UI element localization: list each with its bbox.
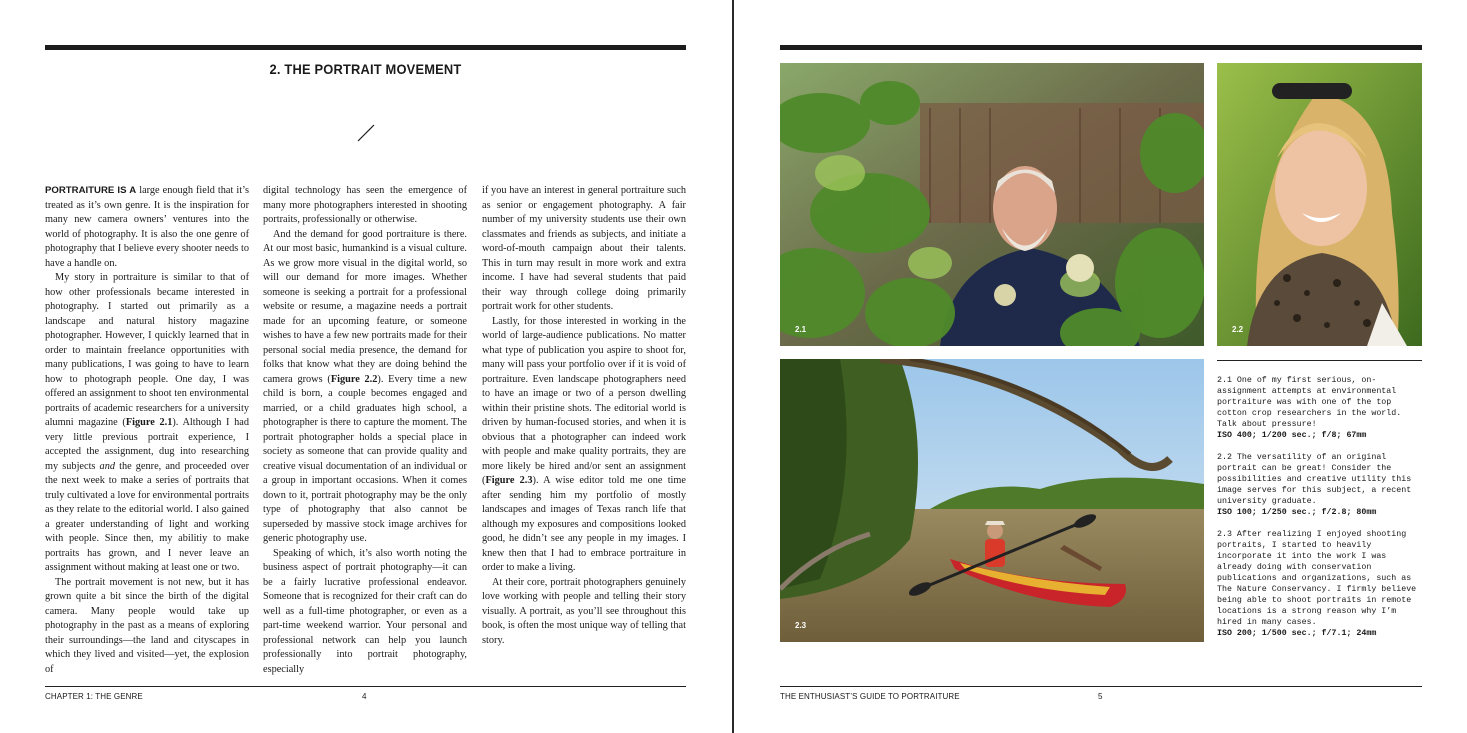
photo-smiling-graduate (1217, 63, 1422, 346)
photo-cotton-researcher (780, 63, 1204, 346)
paragraph (45, 271, 249, 576)
slash-ornament (356, 123, 376, 143)
caption-text: 2.3 After realizing I enjoyed shooting portraits, I started to heavily incorporate it into the work I was already doing with conservation publications and organizations, such as The Nature Conservancy. I firmly believe being able to shoot portraits in remote locations is a strong reason why I’m hired in many cases. (1217, 530, 1417, 627)
paragraph: if you have an interest in general portraiture such as senior or engagement photography. A fair number of my university students use their own classmates and friends as subjects, and initiate a word-of-mouth campaign about their talents. This in turn may result in more work and extra income. I have had several students that paid their way through college doing primarily portrait work for other students. (482, 185, 686, 312)
camera-settings: ISO 400; 1/200 sec.; f/8; 67mm (1217, 431, 1367, 440)
page-number: 5 (1098, 692, 1103, 701)
bottom-rule-right (780, 686, 1422, 687)
camera-settings: ISO 200; 1/500 sec.; f/7.1; 24mm (1217, 629, 1377, 638)
paragraph-text: Lastly, for those interested in working in the world of large-audience publications. No matter what type of publication you aspire to shoot for, many will pass your portfolio over if it is void of portraiture. Even landscape photographers need to have an image or two of a person dwelling within their pristine shots. The editorial world is driven by human-focused stories, and when it is obvious that a photographer can indeed work with people and make quality portraits, they are more likely be hired and/or sent an assignment ( (482, 315, 686, 486)
caption-block (1217, 375, 1422, 650)
page-number: 4 (362, 692, 367, 701)
paragraph (482, 315, 686, 576)
paragraph-text: large enough field that it’s treated as it’s own genre. It is the inspiration for many new camera owners’ ventures into the world of photography. It is also the one genre of photography that I believe every shooter needs to have a handle on. (45, 185, 249, 269)
paragraph: Speaking of which, it’s also worth noting the business aspect of portrait photography—it can be a fairly lucrative professional endeavor. Someone that is recognized for their craft can do well as a full-time photographer, or even as a part-time weekend warrior. Your personal and professional network can help you launch professionally into portrait photography, especially (263, 547, 467, 675)
running-footer: THE ENTHUSIAST’S GUIDE TO PORTRAITURE (780, 692, 960, 701)
paragraph-text: ). Although I had very little previous portrait experience, I accepted the assignment, dug into researching my subjects (45, 417, 250, 472)
figure-reference: Figure 2.3 (485, 475, 533, 486)
caption-2-2 (1217, 452, 1422, 518)
chapter-title: 2. THE PORTRAIT MOVEMENT (269, 61, 462, 77)
caption-text: 2.1 One of my first serious, on-assignment attempts at environmental portraiture was with one of the top cotton crop researchers in the world. Talk about pressure! (1217, 376, 1402, 429)
left-page (0, 0, 732, 733)
bottom-rule (45, 686, 686, 687)
figure-label: 2.1 (795, 325, 807, 334)
top-rule-right (780, 45, 1422, 50)
paragraph: digital technology has seen the emergence of many more photographers interested in shooting portraits, professionally or otherwise. (263, 185, 467, 225)
paragraph-text: ). A wise editor told me one time after sending him my portfolio of mostly landscapes and images of Texas ranch life that although my exposures and compositions looked good, he didn’t see any people in my images. I knew then that I had to embrace portraiture in order to make a living. (482, 475, 686, 573)
text-column-1 (45, 184, 249, 677)
figure-label: 2.2 (1232, 325, 1244, 334)
text-column-2 (263, 184, 467, 677)
caption-text: 2.2 The versatility of an original portrait can be great! Consider the possibilities and creative utility this image serves for this subject, a recent university graduate. (1217, 453, 1412, 506)
text-column-3 (482, 184, 686, 648)
caption-rule (1217, 360, 1422, 361)
running-footer: CHAPTER 1: THE GENRE (45, 692, 143, 701)
figure-label: 2.3 (795, 621, 807, 630)
camera-settings: ISO 100; 1/250 sec.; f/2.8; 80mm (1217, 508, 1377, 517)
figure-reference: Figure 2.1 (125, 417, 173, 428)
top-rule (45, 45, 686, 50)
caption-2-1 (1217, 375, 1422, 441)
paragraph (45, 184, 249, 271)
caption-2-3 (1217, 529, 1422, 639)
paragraph (263, 228, 467, 547)
paragraph-text: ). Every time a new child is born, a couple becomes engaged and married, or a child graduates high school, a photographer is there to capture the moment. The portrait photographer holds a special place in society as someone that can provide quality and creative visual documentation of an individual or a group in important occasions. When it comes down to it, portrait photography may be the only type of photography that also cannot be superseded by massive stock image archives for generic photography use. (263, 373, 467, 544)
emphasis: and (99, 460, 115, 472)
figure-reference: Figure 2.2 (330, 373, 378, 385)
lead-in: PORTRAITURE IS A (45, 185, 137, 196)
paragraph: The portrait movement is not new, but it has grown quite a bit since the birth of the digital camera. Many people would take up photography in the past as a means of exploring their surroundings—the land and cityscapes in which they lived and visited—yet, the explosion of (45, 576, 249, 675)
paragraph-text: And the demand for good portraiture is there. At our most basic, humankind is a visual culture. As we grow more visual in the digital world, so will our demand for more images. Whether someone is seeking a portrait for a professional website or resume, a magazine needs a portrait made for an upcoming feature, or someone wishes to have a few new portraits made for their personal social media presence, the demand for folks that know what they are doing behind the camera grows ( (263, 228, 467, 385)
paragraph-text: the genre, and proceeded over the next week to make a series of portraits that truly cultivated a love for environmental portraits as they relate to the editorial world. I also gained a greater understanding of light and working with people. Since then, my abilitiy to make portraits has grown, and I never leave an assignment without making at least one or two. (45, 460, 250, 573)
paragraph-text: My story in portraiture is similar to that of how other professionals became interested in photography. I started out primarily as a landscape and natural history magazine photographer. However, I quickly learned that in order to maintain freelance opportunities with many publications, I was going to have to learn how to photograph people. One day, I was offered an assignment to shoot ten environmental portraits of academic researchers for a university alumni magazine ( (45, 272, 249, 428)
photo-kayaker (780, 359, 1204, 642)
paragraph: At their core, portrait photographers genuinely love working with people and telling their story visually. A portrait, as you’ll see throughout this book, is often the most unique way of telling that story. (482, 576, 686, 646)
